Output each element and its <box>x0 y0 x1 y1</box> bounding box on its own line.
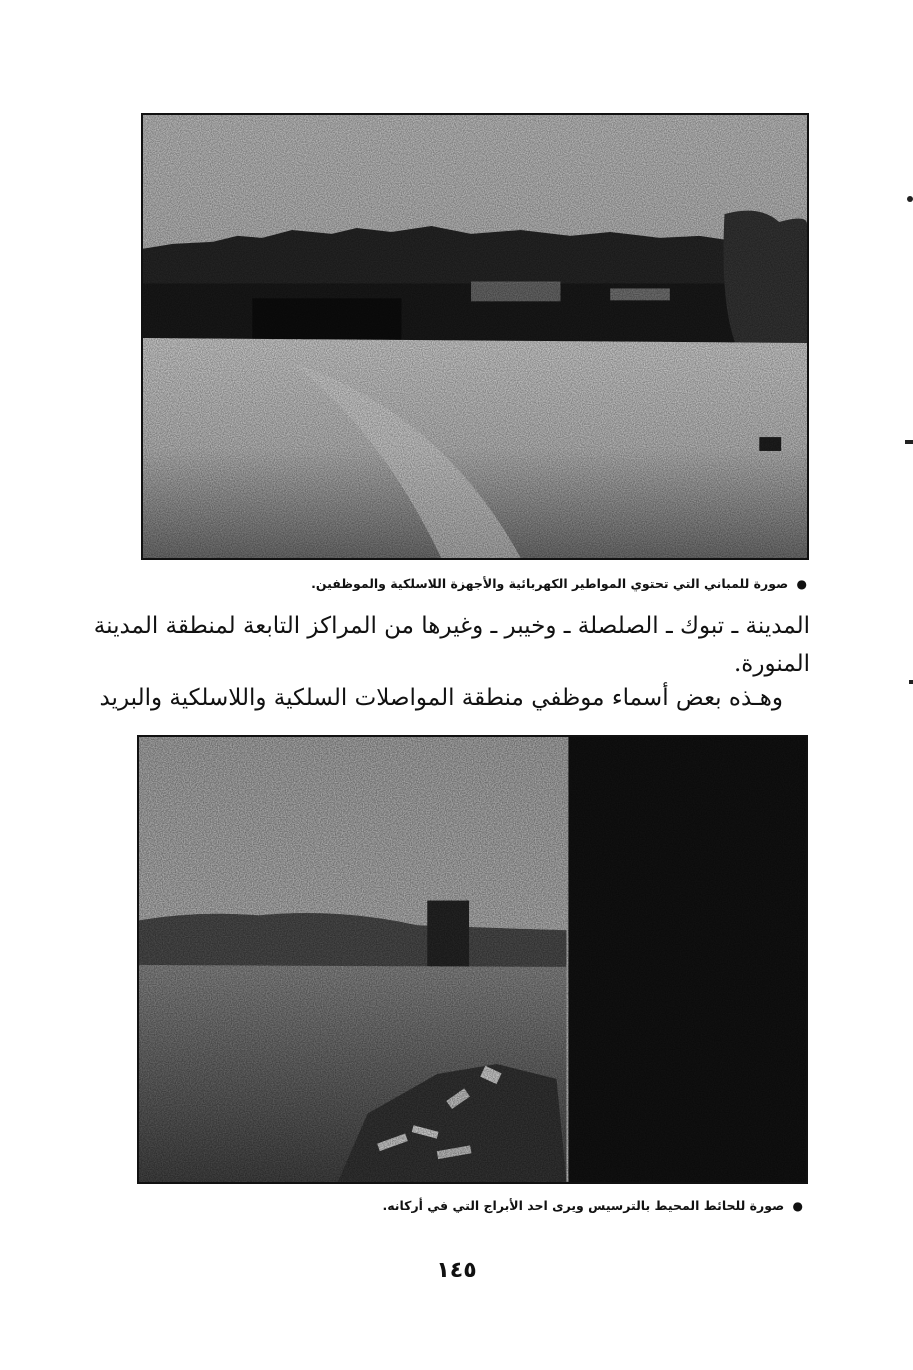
page-number: ١٤٥ <box>436 1258 477 1283</box>
caption-bullet: ● <box>796 577 807 591</box>
scan-artifact <box>909 680 913 684</box>
photo-perimeter-wall <box>137 735 808 1184</box>
photo-caption <box>382 1198 803 1213</box>
body-text-line: المدينة ـ تبوك ـ الصلصلة ـ وخيبر ـ وغيرها من المراكز التابعة لمنطقة المدينة <box>93 613 810 639</box>
photo-generator-buildings <box>141 113 809 560</box>
body-text-line: وهـذه بعض أسماء موظفي منطقة المواصلات السلكية واللاسلكية والبريد <box>99 685 783 711</box>
caption-text: صورة للمباني التي تحتوي المواطير الكهربائية والأجهزة اللاسلكية والموظفين. <box>311 576 789 591</box>
photo-image <box>139 737 806 1182</box>
caption-text: صورة للحائط المحيط بالترسيس ويرى احد الأبراج التي في أركانه. <box>382 1198 785 1213</box>
photo-image <box>143 115 807 558</box>
caption-bullet: ● <box>792 1199 803 1213</box>
photo-caption <box>311 576 807 591</box>
body-text-line: المنورة. <box>734 651 810 677</box>
scan-artifact <box>905 440 913 444</box>
scan-artifact <box>907 196 913 202</box>
